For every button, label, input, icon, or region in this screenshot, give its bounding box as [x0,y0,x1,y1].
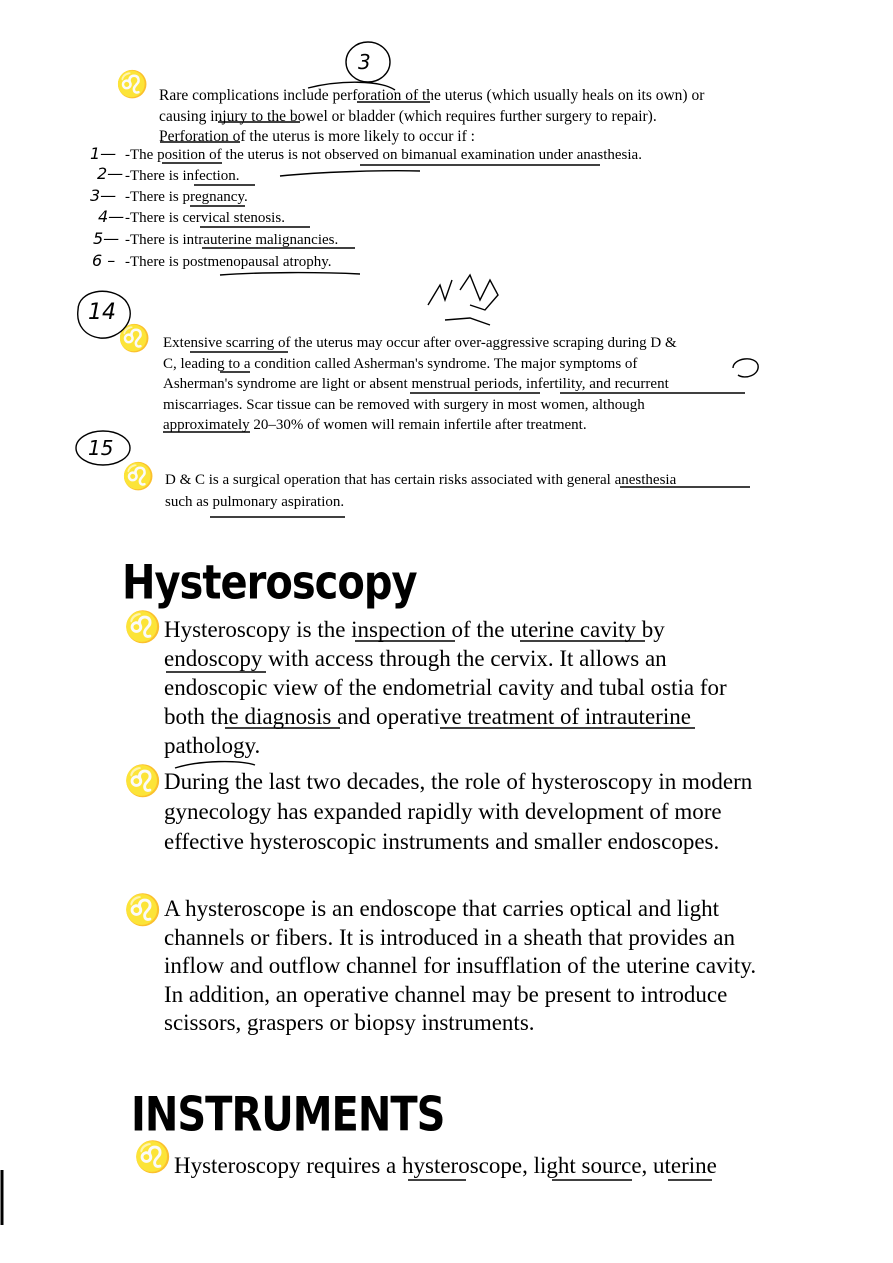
text-line: endoscopy with access through the cervix. It allows an [164,646,667,671]
anesthesia-paragraph [165,469,676,513]
text-line: Hysteroscopy requires a hysteroscope, light source, uterine [174,1153,717,1178]
text-line: both the diagnosis and operative treatment of intrauterine [164,704,691,729]
text-line: pathology. [164,733,261,758]
text-line: miscarriages. Scar tissue can be removed with surgery in most women, although [163,396,645,413]
text-line: channels or fibers. It is introduced in a sheath that provides an [164,924,736,950]
leo-bullet-icon: ♌ [134,1140,172,1175]
ink-underline [220,273,360,275]
list-marker: 2— [97,164,124,183]
text-line: scissors, graspers or biopsy instruments. [164,1010,535,1035]
text-line: causing injury to the bowel or bladder (which requires further surgery to repair). [159,107,657,125]
list-item: -There is infection. [125,168,240,184]
hysteroscopy-paragraph-1 [164,615,727,760]
list-marker: 6 – [92,251,116,270]
scribble-mark [428,275,498,325]
complications-paragraph [159,86,704,148]
leo-bullet-icon: ♌ [124,893,162,928]
margin-mark [733,359,758,377]
text-line: A hysteroscope is an endoscope that carries optical and light [164,896,720,921]
section-heading-hysteroscopy: Hysteroscopy [122,556,417,611]
text-line: gynecology has expanded rapidly with development of more [164,799,722,824]
text-line: inflow and outflow channel for insufflation of the uterine cavity. [164,953,757,978]
ink-underline [280,171,420,176]
text-line: effective hysteroscopic instruments and smaller endoscopes. [164,829,720,854]
text-line: approximately 20–30% of women will remain infertile after treatment. [163,417,587,434]
list-item: -There is intrauterine malignancies. [125,232,339,248]
leo-bullet-icon: ♌ [124,610,162,645]
text-line: C, leading to a condition called Asherman's syndrome. The major symptoms of [163,355,638,372]
list-marker: 3— [90,186,117,205]
section-number-circle: 14 [88,300,116,325]
hysteroscopy-paragraph-3 [164,895,756,1038]
text-line: D & C is a surgical operation that has certain risks associated with general anesthesia [165,472,677,488]
text-line: In addition, an operative channel may be present to introduce [164,981,728,1007]
hysteroscopy-paragraph-2 [164,767,752,857]
list-item: -The position of the uterus is not observed on bimanual examination under anasthesia. [125,147,642,163]
text-line: During the last two decades, the role of hysteroscopy in modern [164,769,753,794]
text-line: Extensive scarring of the uterus may occur after over-aggressive scraping during D & [163,335,677,351]
text-line: Hysteroscopy is the inspection of the uterine cavity by [164,617,665,642]
text-line: such as pulmonary aspiration. [165,494,345,510]
text-line: endoscopic view of the endometrial cavity and tubal ostia for [164,675,727,700]
section-heading-instruments: INSTRUMENTS [131,1088,445,1143]
page-number-circle: 3 [358,50,371,74]
list-item: -There is cervical stenosis. [125,210,285,226]
list-item: -There is pregnancy. [125,189,248,205]
list-marker: 5— [93,229,120,248]
leo-bullet-icon: ♌ [116,70,149,100]
list-item: -There is postmenopausal atrophy. [125,254,332,270]
leo-bullet-icon: ♌ [124,764,162,799]
section-number-circle: 15 [88,436,114,460]
text-line: Rare complications include perforation of the uterus (which usually heals on its own) or [159,87,705,104]
leo-bullet-icon: ♌ [122,462,155,492]
list-marker: 4— [98,207,125,226]
leo-bullet-icon: ♌ [118,324,151,354]
list-marker: 1— [90,144,117,163]
asherman-paragraph [163,333,677,436]
text-line: Perforation of the uterus is more likely to occur if : [159,128,475,146]
text-line: Asherman's syndrome are light or absent menstrual periods, infertility, and recurrent [163,376,669,393]
instruments-paragraph-1 [174,1151,717,1180]
